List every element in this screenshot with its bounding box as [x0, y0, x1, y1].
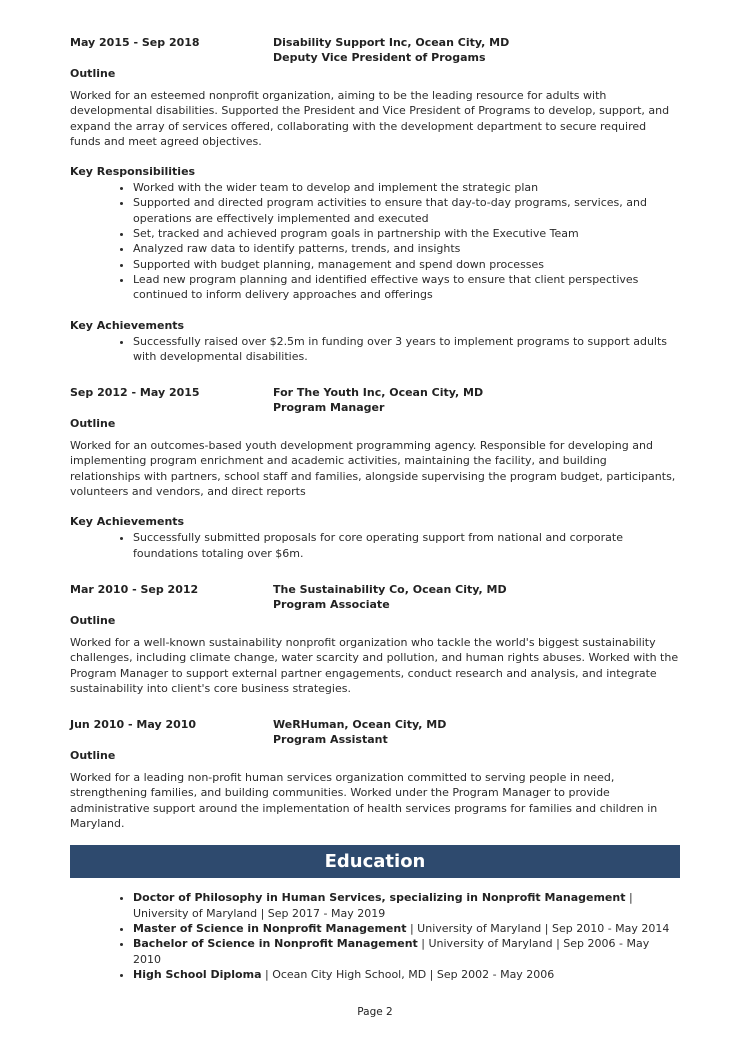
education-detail: | University of Maryland | Sep 2006 - May 2010 [133, 937, 650, 966]
job-title: Deputy Vice President of Progams [273, 51, 486, 64]
job-header [70, 385, 680, 415]
education-item [133, 890, 680, 921]
job-org-block [273, 582, 680, 612]
achievements-list [70, 530, 680, 561]
list-item: • Successfully submitted proposals for core operating support from national and corporate foundations totaling over $6m. [133, 530, 680, 561]
education-item [133, 967, 680, 982]
page-number: Page 2 [357, 1006, 393, 1018]
responsibilities-label: Key Responsibilities [70, 165, 196, 179]
list-item: • Worked with the wider team to develop and implement the strategic plan [133, 180, 680, 195]
job-entry [70, 582, 680, 696]
job-header [70, 717, 680, 747]
education-detail: | Ocean City High School, MD | Sep 2002 - May 2006 [261, 967, 555, 981]
job-organization: The Sustainability Co, Ocean City, MD [273, 582, 507, 596]
job-dates: Sep 2012 - May 2015 [70, 386, 200, 400]
list-item: • Successfully raised over $2.5m in funding over 3 years to implement programs to support adults with developmental disabilities. [133, 334, 680, 365]
list-item: • Set, tracked and achieved program goals in partnership with the Executive Team [133, 226, 680, 241]
job-organization: WeRHuman, Ocean City, MD [273, 718, 447, 732]
outline-label: Outline [70, 67, 116, 80]
job-title: Program Manager [273, 401, 385, 415]
job-organization: For The Youth Inc, Ocean City, MD [273, 386, 484, 400]
outline-label: Outline [70, 417, 116, 431]
job-header [70, 35, 680, 65]
education-item [133, 936, 680, 967]
job-org-block [273, 385, 680, 415]
responsibilities-list [70, 180, 680, 302]
job-title: Program Associate [273, 597, 390, 611]
job-outline: Worked for a well-known sustainability nonprofit organization who tackle the world's biggest sustainability challenges, including climate change, water scarcity and pollution, and human rights abuses. Worked with the Program Manager to support external partner engagements, conduct research and analysis, and integrate sustainability into client's core business strategies. [70, 635, 679, 695]
list-item: • Supported with budget planning, management and spend down processes [133, 257, 680, 272]
job-header [70, 582, 680, 612]
outline-label: Outline [70, 613, 116, 627]
job-dates: Mar 2010 - Sep 2012 [70, 582, 199, 596]
education-detail: | University of Maryland | Sep 2017 - May 2019 [133, 891, 633, 920]
list-item: • Lead new program planning and identified effective ways to ensure that client perspectives continued to inform delivery approaches and offerings [133, 272, 680, 303]
job-outline: Worked for an esteemed nonprofit organization, aiming to be the leading resource for adults with developmental disabilities. Supported the President and Vice President of Programs to develop, support, and expand the array of services offered, collaborating with the development department to secure required funds and meet agreed objectives. [70, 89, 670, 148]
education-item [133, 921, 680, 936]
list-item: • Analyzed raw data to identify patterns, trends, and insights [133, 241, 680, 256]
education-detail: | University of Maryland | Sep 2010 - May 2014 [406, 921, 670, 935]
achievements-label: Key Achievements [70, 515, 185, 529]
resume-page [70, 35, 680, 982]
achievements-label: Key Achievements [70, 318, 185, 332]
education-degree: High School Diploma [133, 967, 262, 981]
education-degree: Bachelor of Science in Nonprofit Management [133, 937, 418, 951]
job-outline: Worked for a leading non-profit human services organization committed to serving people in need, strengthening families, and building communities. Worked under the Program Manager to provide administrative support around the implementation of health services programs for families and children in Maryland. [70, 771, 658, 831]
education-list [70, 890, 680, 982]
job-entry [70, 385, 680, 561]
education-heading: Education [70, 845, 680, 878]
list-item: • Supported and directed program activities to ensure that day-to-day programs, services, and operations are effectively implemented and executed [133, 195, 680, 226]
job-entry [70, 35, 680, 364]
outline-label: Outline [70, 749, 116, 763]
job-org-block [273, 717, 680, 747]
job-organization: Disability Support Inc, Ocean City, MD [273, 36, 510, 49]
education-degree: Master of Science in Nonprofit Management [133, 921, 407, 935]
achievements-list [70, 334, 680, 365]
education-degree: Doctor of Philosophy in Human Services, specializing in Nonprofit Management [133, 891, 626, 905]
job-dates: Jun 2010 - May 2010 [70, 718, 197, 732]
job-dates: May 2015 - Sep 2018 [70, 36, 200, 49]
job-org-block [273, 35, 680, 65]
job-entry [70, 717, 680, 831]
job-outline: Worked for an outcomes-based youth development programming agency. Responsible for developing and implementing program enrichment and academic activities, maintaining the facility, and building relationships with partners, school staff and families, alongside supervising the program budget, participants, volunteers and vendors, and direct reports [70, 439, 676, 499]
job-title: Program Assistant [273, 733, 388, 747]
